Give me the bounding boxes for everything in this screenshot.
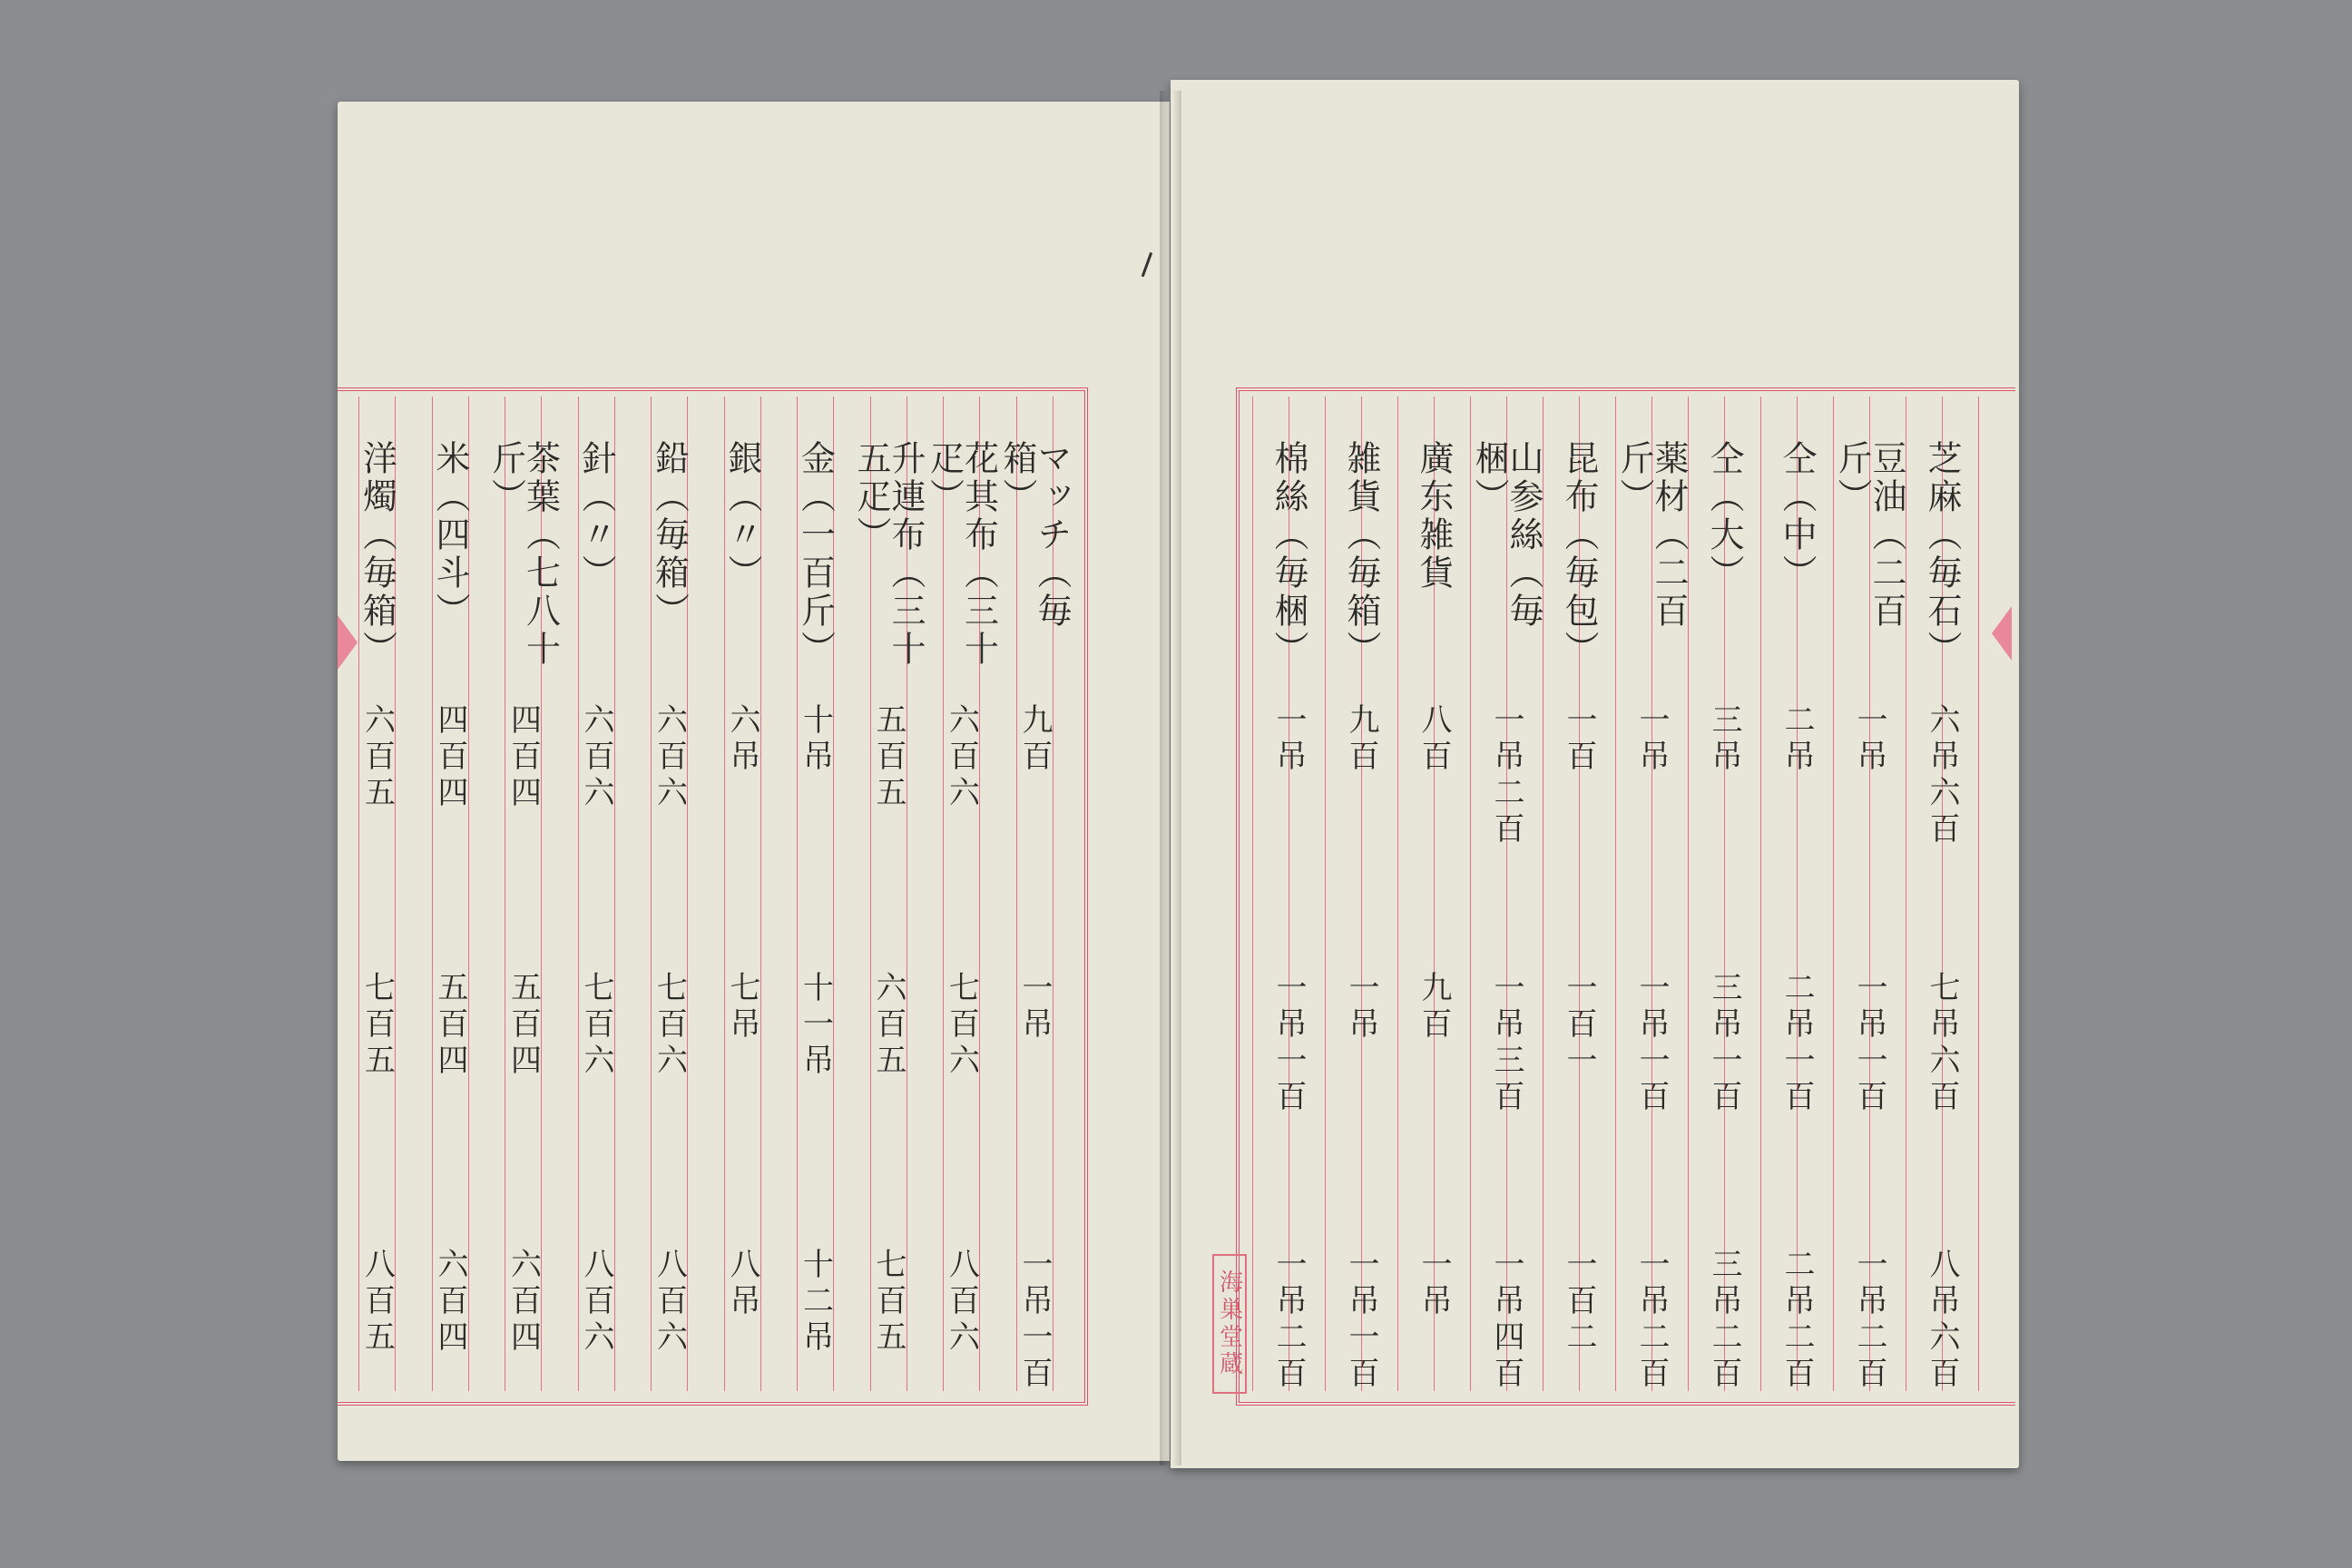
item-name: 金（一百斤） [795,440,836,669]
rule-line [1833,397,1834,1391]
price-v2: 十一吊 [797,971,834,1080]
right-column [1832,440,1906,1393]
price-v3: 八吊六百 [1924,1248,1960,1393]
price-v1: 十吊 [797,703,834,776]
item-name: 薬材（二百斤） [1614,440,1689,631]
price-v3: 七百五 [870,1248,906,1357]
item-name: 昆布（毎包） [1559,440,1599,669]
price-v2: 九百 [1416,971,1452,1044]
price-v3: 八吊 [724,1248,760,1320]
left-column [796,440,836,1393]
price-v2: 一吊一百 [1270,971,1307,1116]
left-column [851,440,926,1393]
price-v1: 一吊 [1633,703,1670,776]
price-v2: 七百六 [943,971,980,1080]
price-v1: 八百 [1416,703,1452,776]
price-v1: 一百 [1561,703,1597,776]
price-v3: 一吊二百 [1270,1248,1307,1393]
right-column [1777,440,1817,1393]
right-column [1559,440,1599,1393]
left-column [924,440,999,1393]
price-v2: 一百一 [1561,971,1597,1080]
item-name: 茶葉（七八十斤） [485,440,561,669]
price-v3: 十二吊 [797,1248,834,1357]
price-v3: 八百六 [578,1248,614,1357]
price-v2: 一吊三百 [1488,971,1524,1116]
item-name: 米（四斗） [430,440,470,631]
price-v1: 四百四 [505,703,542,812]
item-name: 鉛（毎箱） [649,440,690,631]
price-v2: 七百六 [651,971,688,1080]
price-v3: 一吊二百 [1851,1248,1887,1393]
price-v3: 八百六 [943,1248,980,1357]
price-v1: 九百 [1016,703,1053,776]
item-name: 仝（中） [1777,440,1817,593]
right-page-tab-marker [1992,606,2012,661]
item-name: 升連布（三十五疋） [851,440,926,669]
rule-line [1760,397,1761,1391]
right-column [1922,440,1962,1393]
left-page-tab-marker [338,615,358,670]
price-v3: 一吊二百 [1633,1248,1670,1393]
item-name: 銀（〃） [722,440,762,593]
price-v3: 一吊一百 [1343,1248,1379,1393]
price-v1: 一吊 [1851,703,1887,776]
price-v3: 六百四 [432,1248,468,1357]
right-column [1704,440,1744,1393]
price-v2: 一吊 [1016,971,1053,1044]
item-name: 針（〃） [576,440,616,593]
left-column [430,440,470,1393]
item-name: 洋燭（毎箱） [357,440,397,669]
item-name: 花其布（三十疋） [924,440,999,669]
price-v3: 八百六 [651,1248,688,1357]
price-v1: 六百六 [651,703,688,812]
price-v1: 五百五 [870,703,906,812]
price-v2: 一吊 [1343,971,1379,1044]
price-v1: 六百五 [358,703,396,812]
price-v2: 七百六 [578,971,614,1080]
price-v2: 七吊六百 [1924,971,1960,1116]
item-name: 棉絲（毎梱） [1269,440,1308,669]
price-v1: 九百 [1343,703,1379,776]
price-v2: 三吊一百 [1706,971,1742,1116]
price-v3: 一吊 [1416,1248,1452,1320]
price-v3: 一吊一百 [1016,1248,1053,1393]
rule-line [1252,397,1253,1391]
price-v2: 七百五 [358,971,396,1080]
item-name: マッチ（毎箱） [997,440,1072,631]
price-v3: 一吊四百 [1488,1248,1524,1393]
right-column [1414,440,1454,1393]
price-v1: 一吊 [1270,703,1307,776]
right-column [1341,440,1381,1393]
item-name: 仝（大） [1704,440,1744,593]
price-v1: 三吊 [1706,703,1742,776]
left-column [650,440,690,1393]
price-v1: 四百四 [432,703,468,812]
price-v3: 三吊二百 [1706,1248,1742,1393]
price-v2: 六百五 [870,971,906,1080]
price-v1: 二吊 [1779,703,1815,776]
rule-line [1978,397,1979,1391]
price-v3: 六百四 [505,1248,542,1357]
price-v2: 五百四 [432,971,468,1080]
price-v2: 一吊一百 [1851,971,1887,1116]
left-column [576,440,616,1393]
item-name: 芝麻（毎石） [1922,440,1962,669]
right-column [1469,440,1544,1393]
right-column [1269,440,1308,1393]
rule-line [1325,397,1326,1391]
item-name: 豆油（二百斤） [1832,440,1906,631]
price-v1: 六吊 [724,703,760,776]
left-column [997,440,1072,1393]
item-name: 山参絲（毎梱） [1469,440,1544,631]
price-v3: 一百二 [1561,1248,1597,1357]
left-column [358,440,397,1393]
price-v2: 一吊一百 [1633,971,1670,1116]
price-v1: 六吊六百 [1924,703,1960,848]
price-v2: 二吊一百 [1779,971,1815,1116]
ownership-seal: 海巣堂蔵 [1212,1254,1247,1394]
rule-line [1470,397,1471,1391]
left-column [485,440,561,1393]
rule-line [1615,397,1616,1391]
item-name: 雑貨（毎箱） [1341,440,1381,669]
price-v2: 七吊 [724,971,760,1044]
rule-line [1397,397,1398,1391]
price-v2: 五百四 [505,971,542,1080]
right-column [1614,440,1689,1393]
price-v1: 六百六 [943,703,980,812]
book-gutter [1160,91,1181,1465]
item-name: 廣东雑貨 [1414,440,1454,593]
price-v1: 一吊二百 [1488,703,1524,848]
price-v3: 二吊二百 [1779,1248,1815,1393]
left-column [722,440,762,1393]
price-v1: 六百六 [578,703,614,812]
price-v3: 八百五 [358,1248,396,1357]
